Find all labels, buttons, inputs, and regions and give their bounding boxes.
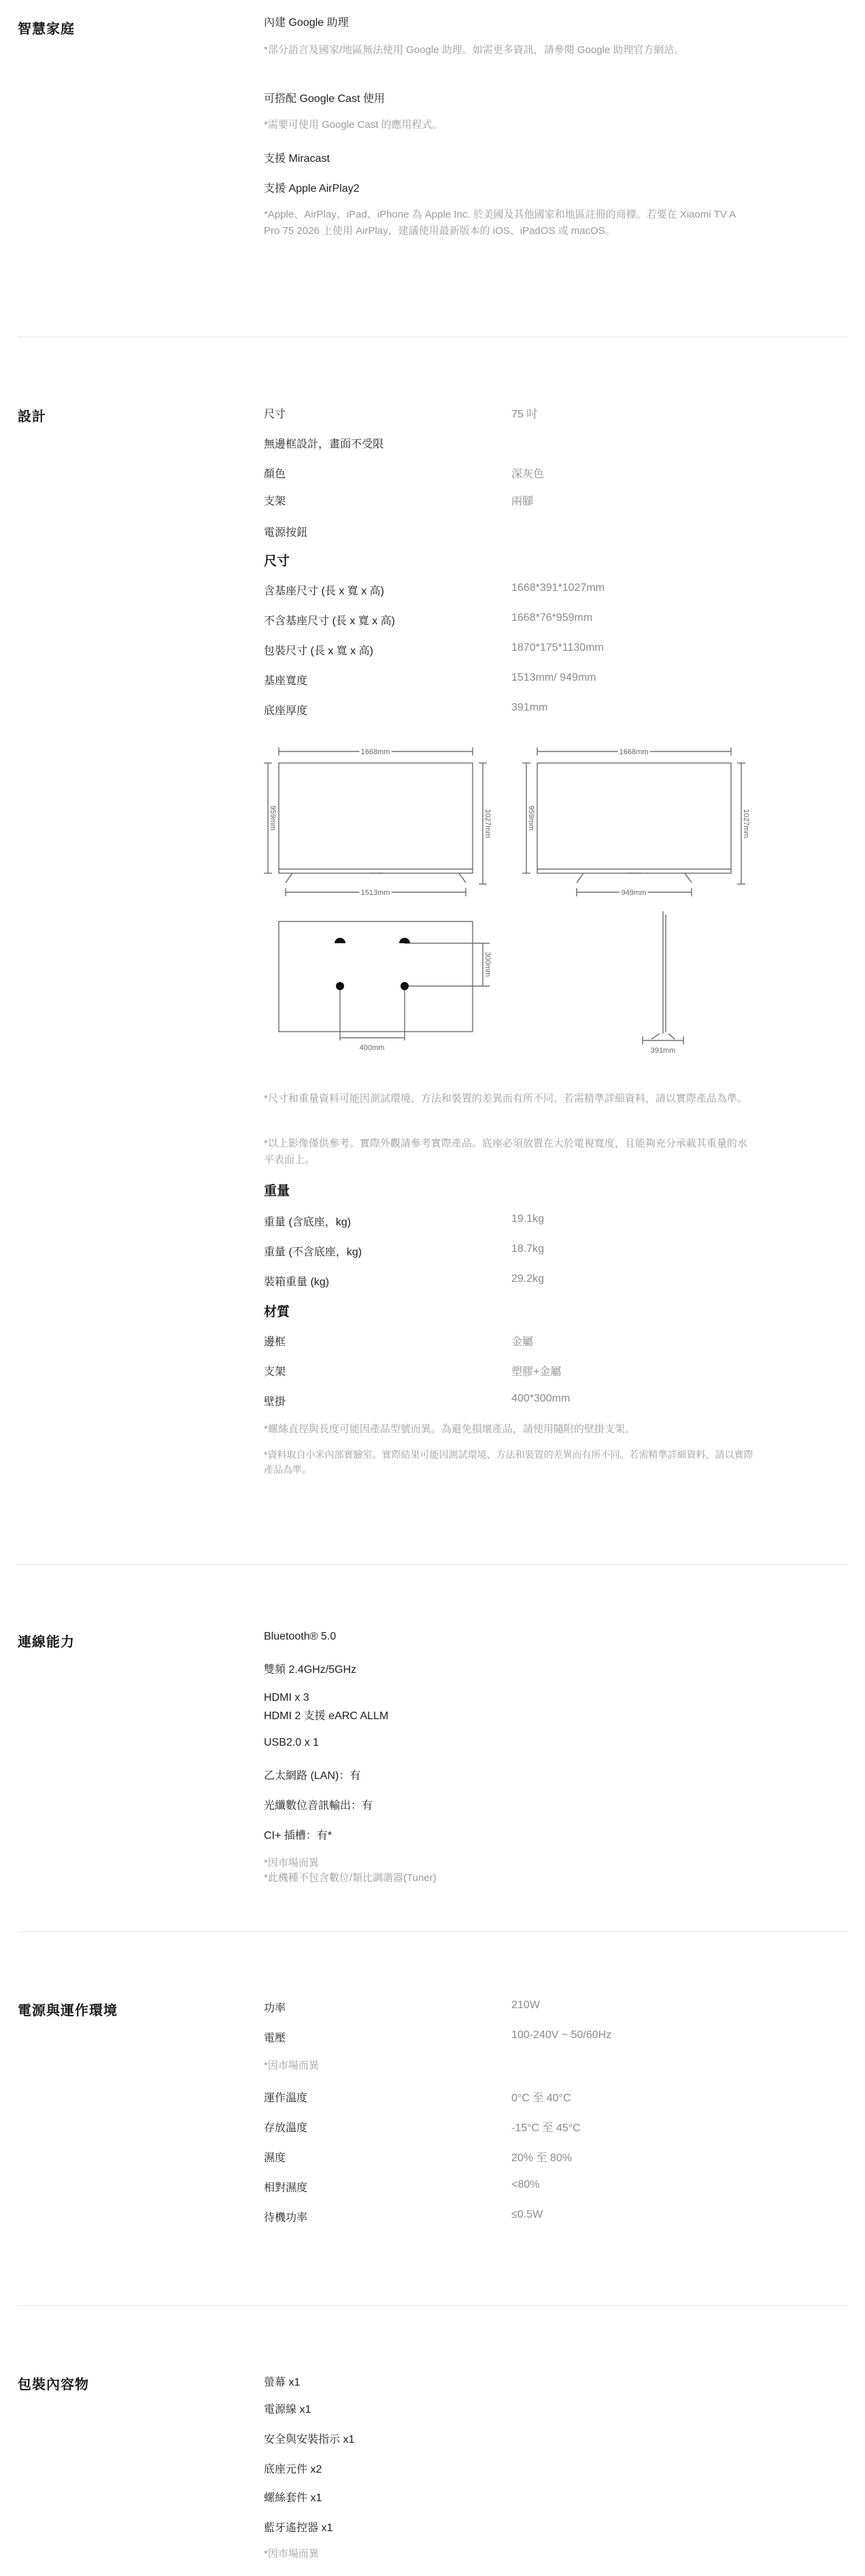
package-item: 藍牙遙控器 x1	[264, 2522, 333, 2534]
screw-note: *螺絲直徑與長度可能因產品型號而異。為避免損壞產品，請使用隨附的壁掛支架。	[264, 1423, 635, 1435]
spec-label: 電源按鈕	[264, 527, 308, 539]
dimension-label: 949mm	[621, 889, 647, 897]
dimension-label: 1668mm	[360, 748, 390, 756]
dimension-label: 400mm	[359, 1044, 385, 1052]
vesa-hole	[335, 938, 345, 943]
vesa-hole	[399, 938, 410, 943]
spec-value: 兩腳	[511, 496, 534, 507]
section-title: 連線能力	[18, 1635, 75, 1650]
dimension-label: 1668mm	[619, 748, 649, 756]
connectivity-section	[0, 1564, 865, 1931]
design-section	[0, 340, 865, 1564]
image-reference-note: *以上影像僅供參考。實際外觀請參考實際產品。底座必須放置在大於電視寬度，且能夠充分承載其重量的水平表面上。	[264, 1138, 747, 1166]
spec-value: 1668*76*959mm	[511, 612, 593, 624]
spec-value: 深灰色	[511, 469, 545, 480]
vesa-hole	[401, 982, 409, 990]
market-note: *因市場而異	[264, 2060, 319, 2071]
hdmi-earc-spec: HDMI 2 支援 eARC ALLM	[264, 1710, 389, 1722]
dimension-label: 300mm	[484, 951, 492, 977]
spec-value: 400*300mm	[511, 1393, 571, 1404]
package-item: 螢幕 x1	[264, 2377, 301, 2388]
section-title: 電源與運作環境	[18, 2003, 118, 2018]
package-item: 安全與安裝指示 x1	[264, 2434, 355, 2445]
airplay-label: 支援 Apple AirPlay2	[264, 183, 360, 194]
bluetooth-spec: Bluetooth® 5.0	[264, 1631, 337, 1642]
spec-value: 1513mm/ 949mm	[511, 672, 596, 683]
optical-spec: 光纖數位音訊輸出：有	[264, 1800, 373, 1812]
smart-home-section	[0, 0, 865, 340]
spec-value: -15°C 至 45°C	[511, 2122, 581, 2134]
spec-value: 1668*391*1027mm	[511, 582, 605, 594]
dimension-note: *尺寸和重量資料可能因測試環境、方法和裝置的差異而有所不同。若需精準詳細資料，請以實際產品為準。	[264, 1093, 747, 1104]
spec-label: 包裝尺寸 (長 x 寬 x 高)	[264, 645, 373, 657]
spec-label: 支架	[264, 496, 286, 507]
spec-label: 底座厚度	[264, 705, 308, 717]
hdmi-spec: HDMI x 3	[264, 1692, 309, 1704]
spec-value: 20% 至 80%	[511, 2152, 572, 2164]
power-section	[0, 1931, 865, 2305]
dimension-label: 959mm	[269, 805, 277, 831]
spec-value: ≤0.5W	[511, 2209, 543, 2220]
spec-label: 尺寸	[264, 409, 286, 420]
market-note: *因市場而異	[264, 2548, 319, 2560]
spec-value: 210W	[511, 1999, 540, 2011]
apple-trademark-note: *Apple、AirPlay、iPad、iPhone 為 Apple Inc. 於美國及其他國家和地區註冊的商標。若要在 Xiaomi TV A Pro 75 2026 上使用 AirPlay，建議使用最新版本的 iOS、iPadOS 或 macOS。	[264, 209, 736, 237]
lan-spec: 乙太網路 (LAN)：有	[264, 1770, 361, 1782]
tv-front-outline	[537, 763, 731, 873]
dimension-diagram	[258, 741, 762, 1068]
spec-value: 0°C 至 40°C	[511, 2092, 571, 2104]
spec-value: 1870*175*1130mm	[511, 642, 604, 654]
dimension-label: 391mm	[650, 1047, 676, 1055]
spec-label: 支架	[264, 1366, 286, 1378]
package-item: 底座元件 x2	[264, 2464, 322, 2475]
spec-label: 存放溫度	[264, 2122, 308, 2134]
spec-label: 電壓	[264, 2033, 286, 2044]
spec-value: 18.7kg	[511, 1243, 545, 1255]
google-cast-note: *需要可使用 Google Cast 的應用程式。	[264, 119, 443, 131]
dimension-label: 1513mm	[360, 889, 390, 897]
spec-label: 無邊框設計，畫面不受限	[264, 439, 384, 450]
google-assistant-note: *部分語言及國家/地區無法使用 Google 助理。如需更多資訊，請參閱 Google 助理官方網站。	[264, 44, 685, 56]
weight-heading: 重量	[264, 1184, 290, 1198]
tuner-note: *此機種不包含數位/類比調諧器(Tuner)	[264, 1872, 437, 1884]
package-item: 電源線 x1	[264, 2404, 311, 2416]
stand-leg	[577, 873, 692, 883]
spec-value: 金屬	[511, 1336, 534, 1348]
lab-data-note: *資料取自小米內部實驗室。實際結果可能因測試環境、方法和裝置的差異而有所不同。若需精準詳細資料，請以實際產品為準。	[264, 1449, 753, 1475]
tv-front-outline	[279, 763, 473, 873]
spec-label: 不含基座尺寸 (長 x 寬 x 高)	[264, 615, 395, 627]
partial-spec-text: 內建 Google 助理	[264, 17, 349, 29]
spec-label: 含基座尺寸 (長 x 寬 x 高)	[264, 586, 384, 597]
tv-back-outline	[279, 921, 473, 1032]
stand-leg	[286, 873, 466, 883]
spec-label: 基座寬度	[264, 675, 308, 687]
spec-value: 塑膠+金屬	[511, 1366, 562, 1378]
package-item: 螺絲套件 x1	[264, 2492, 322, 2504]
section-title: 設計	[18, 409, 46, 424]
section-title: 包裝內容物	[18, 2377, 89, 2392]
spec-value: 391mm	[511, 702, 548, 713]
spec-label: 運作溫度	[264, 2092, 308, 2104]
spec-label: 邊框	[264, 1336, 286, 1348]
material-heading: 材質	[264, 1305, 290, 1319]
miracast-label: 支援 Miracast	[264, 153, 330, 165]
spec-label: 功率	[264, 2003, 286, 2014]
spec-value: 100-240V ~ 50/60Hz	[511, 2029, 612, 2041]
dimension-label: 1027mm	[742, 809, 750, 838]
size-heading: 尺寸	[264, 554, 290, 569]
spec-label: 重量 (不含底座，kg)	[264, 1247, 362, 1258]
vesa-hole	[336, 982, 344, 990]
ci-slot-spec: CI+ 插槽：有*	[264, 1830, 333, 1842]
spec-value: 29.2kg	[511, 1273, 545, 1285]
spec-label: 裝箱重量 (kg)	[264, 1276, 330, 1288]
dimension-label: 959mm	[527, 805, 535, 831]
spec-label: 相對濕度	[264, 2182, 308, 2194]
spec-value: <80%	[511, 2179, 540, 2190]
spec-label: 壁掛	[264, 1396, 286, 1408]
spec-label: 顏色	[264, 469, 286, 480]
spec-value: 75 吋	[511, 409, 538, 420]
section-title: 智慧家庭	[18, 22, 75, 37]
wifi-spec: 雙頻 2.4GHz/5GHz	[264, 1664, 357, 1676]
spec-value: 19.1kg	[511, 1213, 545, 1225]
market-note: *因市場而異	[264, 1857, 319, 1869]
dimension-label: 1027mm	[484, 809, 492, 838]
package-section	[0, 2305, 865, 2576]
spec-label: 濕度	[264, 2152, 286, 2164]
usb-spec: USB2.0 x 1	[264, 1737, 319, 1748]
spec-label: 重量 (含底座，kg)	[264, 1217, 352, 1228]
spec-label: 待機功率	[264, 2212, 308, 2224]
google-cast-label: 可搭配 Google Cast 使用	[264, 93, 385, 105]
